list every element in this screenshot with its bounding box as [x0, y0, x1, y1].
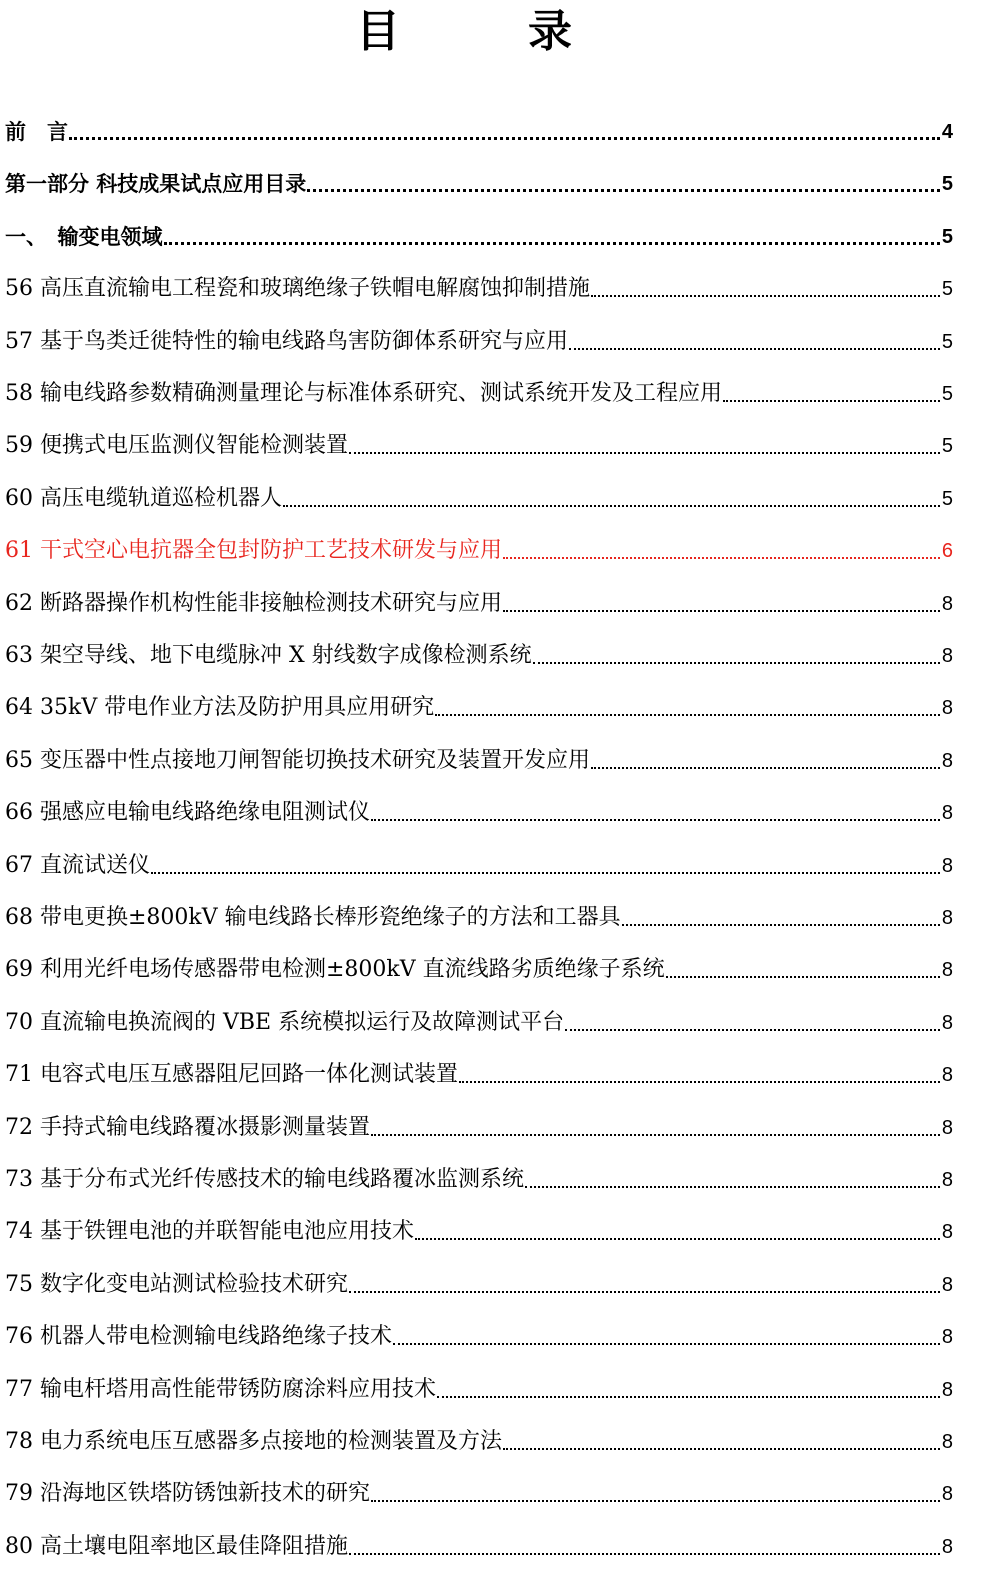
toc-entry-row[interactable]: [5, 1522, 953, 1562]
toc-entry-label: 69 利用光纤电场传感器带电检测±800kV 直流线路劣质绝缘子系统: [5, 957, 665, 982]
toc-entry-label: 72 手持式输电线路覆冰摄影测量装置: [5, 1115, 370, 1140]
toc-entry-label: 66 强感应电输电线路绝缘电阻测试仪: [5, 800, 370, 825]
dot-leader: [459, 1081, 940, 1083]
toc-entry-row[interactable]: [5, 1365, 953, 1405]
toc-entry-label: 64 35kV 带电作业方法及防护用具应用研究: [5, 695, 435, 720]
toc-page-number: 8: [941, 1483, 953, 1505]
toc-page-number: 5: [941, 383, 953, 405]
toc-page-number: 8: [941, 1064, 953, 1086]
dot-leader: [349, 452, 940, 454]
toc-entry-label: 80 高土壤电阻率地区最佳降阻措施: [5, 1534, 348, 1559]
dot-leader: [591, 767, 940, 769]
toc-entry-label: 56 高压直流输电工程瓷和玻璃绝缘子铁帽电解腐蚀抑制措施: [5, 276, 590, 301]
dot-leader: [591, 295, 940, 297]
toc-page-number: 8: [941, 855, 953, 877]
dot-leader: [435, 714, 940, 716]
toc-page-number: 8: [941, 959, 953, 981]
toc-page-number: 4: [941, 121, 953, 143]
dot-leader: [69, 137, 940, 140]
toc-entry-label: 73 基于分布式光纤传感技术的输电线路覆冰监测系统: [5, 1167, 524, 1192]
toc-entry-label: 58 输电线路参数精确测量理论与标准体系研究、测试系统开发及工程应用: [5, 381, 722, 406]
dot-leader: [371, 1134, 940, 1136]
toc-entry-row[interactable]: [5, 788, 953, 828]
dot-leader: [349, 1291, 940, 1293]
toc-page-number: 8: [941, 802, 953, 824]
toc-entry-label: 79 沿海地区铁塔防锈蚀新技术的研究: [5, 1481, 370, 1506]
toc-entry-label: 74 基于铁锂电池的并联智能电池应用技术: [5, 1219, 414, 1244]
toc-heading-row[interactable]: [5, 107, 953, 147]
toc-entry-label: 61 干式空心电抗器全包封防护工艺技术研发与应用: [5, 538, 502, 563]
toc-entry-row[interactable]: [5, 1155, 953, 1195]
toc-page-number: 8: [941, 1326, 953, 1348]
toc-page-number: 5: [941, 488, 953, 510]
dot-leader: [503, 1448, 940, 1450]
toc-entry-row[interactable]: [5, 1103, 953, 1143]
toc-entry-label: 71 电容式电压互感器阻尼回路一体化测试装置: [5, 1062, 458, 1087]
toc-page-number: 5: [941, 278, 953, 300]
dot-leader: [164, 242, 940, 245]
toc-entry-label: 68 带电更换±800kV 输电线路长棒形瓷绝缘子的方法和工器具: [5, 905, 621, 930]
toc-page-number: 8: [941, 1012, 953, 1034]
toc-entry-label: 70 直流输电换流阀的 VBE 系统模拟运行及故障测试平台: [5, 1010, 565, 1035]
dot-leader: [307, 189, 940, 192]
toc-page-number: 8: [941, 1221, 953, 1243]
toc-entry-label: 78 电力系统电压互感器多点接地的检测装置及方法: [5, 1429, 502, 1454]
toc-page-number: 8: [941, 1169, 953, 1191]
toc-entry-row[interactable]: [5, 1312, 953, 1352]
toc-heading-row[interactable]: [5, 159, 953, 199]
toc-entry-row[interactable]: [5, 1207, 953, 1247]
dot-leader: [393, 1343, 940, 1345]
page-title: 目 录: [356, 6, 614, 57]
toc-entry-row[interactable]: [5, 1050, 953, 1090]
toc-page-number: 8: [941, 593, 953, 615]
toc-entry-row[interactable]: [5, 369, 953, 409]
toc-page-number: 8: [941, 645, 953, 667]
toc-page-number: 5: [941, 331, 953, 353]
toc-page-number: 8: [941, 1431, 953, 1453]
dot-leader: [151, 872, 940, 874]
toc-entry-row[interactable]: [5, 579, 953, 619]
toc-page-number: 8: [941, 1536, 953, 1558]
dot-leader: [415, 1238, 940, 1240]
toc-page-number: 5: [941, 435, 953, 457]
toc-entry-label: 一、 输变电领域: [5, 225, 163, 249]
toc-entry-label: 76 机器人带电检测输电线路绝缘子技术: [5, 1324, 392, 1349]
toc-page-number: 6: [941, 540, 953, 562]
toc-page-number: 5: [941, 173, 953, 195]
toc-entry-label: 57 基于鸟类迁徙特性的输电线路鸟害防御体系研究与应用: [5, 329, 568, 354]
dot-leader: [349, 1553, 940, 1555]
dot-leader: [565, 1029, 940, 1031]
toc-entry-label: 63 架空导线、地下电缆脉冲 X 射线数字成像检测系统: [5, 643, 532, 668]
toc-entry-row[interactable]: [5, 421, 953, 461]
toc-page-number: 8: [941, 750, 953, 772]
toc-entry-label: 60 高压电缆轨道巡检机器人: [5, 486, 282, 511]
dot-leader: [371, 819, 940, 821]
toc-entry-row[interactable]: [5, 474, 953, 514]
dot-leader: [525, 1186, 940, 1188]
toc-page-number: 8: [941, 907, 953, 929]
toc-page-number: 8: [941, 697, 953, 719]
toc-heading-row[interactable]: [5, 212, 953, 252]
toc-entry-label: 67 直流试送仪: [5, 853, 150, 878]
dot-leader: [666, 976, 940, 978]
toc-page-number: 5: [941, 226, 953, 248]
toc-entry-row[interactable]: [5, 1417, 953, 1457]
toc-entry-row[interactable]: [5, 1260, 953, 1300]
dot-leader: [503, 557, 940, 559]
dot-leader: [503, 610, 940, 612]
toc-entry-label: 65 变压器中性点接地刀闸智能切换技术研究及装置开发应用: [5, 748, 590, 773]
toc-entry-row[interactable]: [5, 631, 953, 671]
toc-entry-row[interactable]: [5, 998, 953, 1038]
toc-page-number: 8: [941, 1117, 953, 1139]
toc-entry-row[interactable]: [5, 526, 953, 566]
toc-entry-label: 75 数字化变电站测试检验技术研究: [5, 1272, 348, 1297]
toc-entry-row[interactable]: [5, 945, 953, 985]
dot-leader: [437, 1396, 940, 1398]
toc-entry-label: 59 便携式电压监测仪智能检测装置: [5, 433, 348, 458]
toc-entry-row[interactable]: [5, 683, 953, 723]
dot-leader: [371, 1500, 940, 1502]
toc-entry-row[interactable]: [5, 736, 953, 776]
dot-leader: [569, 348, 940, 350]
toc-entry-label: 前 言: [5, 120, 68, 144]
dot-leader: [533, 662, 940, 664]
toc-page-number: 8: [941, 1379, 953, 1401]
toc-entry-row[interactable]: [5, 893, 953, 933]
toc-entry-row[interactable]: [5, 317, 953, 357]
toc-entry-label: 77 输电杆塔用高性能带锈防腐涂料应用技术: [5, 1377, 436, 1402]
dot-leader: [723, 400, 940, 402]
toc-page-number: 8: [941, 1274, 953, 1296]
dot-leader: [622, 924, 940, 926]
toc-entry-row[interactable]: [5, 264, 953, 304]
toc-entry-row[interactable]: [5, 1469, 953, 1509]
toc-entry-label: 第一部分 科技成果试点应用目录: [5, 172, 307, 196]
toc-entry-label: 62 断路器操作机构性能非接触检测技术研究与应用: [5, 591, 502, 616]
toc-entry-row[interactable]: [5, 841, 953, 881]
dot-leader: [283, 505, 940, 507]
